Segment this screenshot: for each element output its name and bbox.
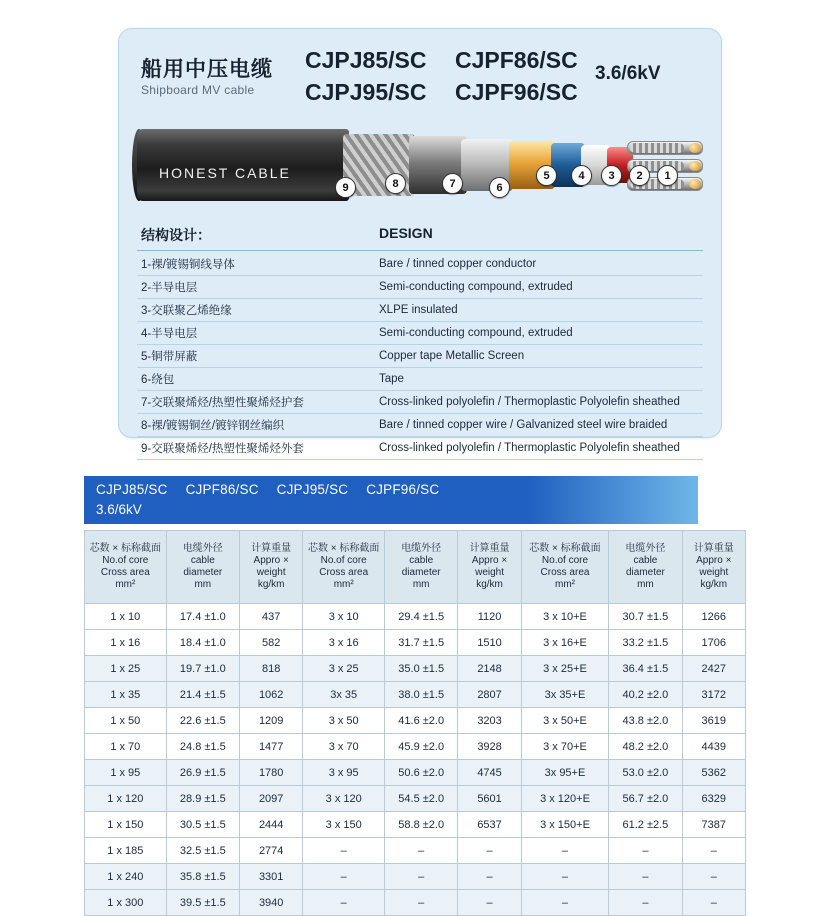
design-row-cn: 1-裸/镀锡铜线导体 — [141, 259, 235, 271]
banner-code-3: CJPJ95/SC — [276, 482, 349, 497]
cell: 40.2 ±2.0 — [609, 682, 682, 708]
cell: 26.9 ±1.5 — [166, 760, 239, 786]
cell: 6537 — [458, 812, 521, 838]
cell: 3 x 25 — [303, 656, 385, 682]
cell: 3x 95+E — [521, 760, 608, 786]
product-code-4: CJPF96/SC — [455, 79, 578, 105]
design-row-en: XLPE insulated — [379, 304, 458, 316]
cell: 1 x 95 — [85, 760, 167, 786]
cell: 41.6 ±2.0 — [385, 708, 458, 734]
cell: 818 — [240, 656, 303, 682]
table-row — [85, 604, 746, 630]
cell: 30.5 ±1.5 — [166, 812, 239, 838]
design-row — [137, 368, 703, 391]
cell: 3 x 16+E — [521, 630, 608, 656]
cell: 1 x 240 — [85, 864, 167, 890]
cell: – — [609, 890, 682, 916]
cell: 5362 — [682, 760, 745, 786]
cell: 2427 — [682, 656, 745, 682]
specification-table — [84, 530, 746, 916]
cell: 2148 — [458, 656, 521, 682]
cell: 17.4 ±1.0 — [166, 604, 239, 630]
conductor-core — [627, 141, 703, 155]
design-row-cn: 2-半导电层 — [141, 282, 198, 294]
cell: 3928 — [458, 734, 521, 760]
col-header-core-2: 芯数 × 标称截面 No.of core Cross area mm² — [303, 531, 385, 604]
cell: 53.0 ±2.0 — [609, 760, 682, 786]
cell: – — [609, 864, 682, 890]
cell: – — [303, 890, 385, 916]
cell: 7387 — [682, 812, 745, 838]
table-row — [85, 760, 746, 786]
voltage-rating: 3.6/6kV — [595, 63, 661, 84]
callout-badge-8: 8 — [385, 173, 406, 194]
design-row-en: Bare / tinned copper wire / Galvanized steel wire braided — [379, 419, 668, 431]
design-heading-en: DESIGN — [379, 225, 433, 241]
cell: 56.7 ±2.0 — [609, 786, 682, 812]
cell: 437 — [240, 604, 303, 630]
cell: 48.2 ±2.0 — [609, 734, 682, 760]
product-code-1: CJPJ85/SC — [305, 47, 427, 73]
design-row-cn: 9-交联聚烯烃/热塑性聚烯烃外套 — [141, 443, 304, 455]
spec-banner-voltage: 3.6/6kV — [96, 502, 142, 517]
design-heading-cn: 结构设计： — [141, 227, 211, 243]
design-row — [137, 391, 703, 414]
cell: 1477 — [240, 734, 303, 760]
cell: 3 x 150 — [303, 812, 385, 838]
cell: 3 x 25+E — [521, 656, 608, 682]
cell: 38.0 ±1.5 — [385, 682, 458, 708]
cell: 1 x 300 — [85, 890, 167, 916]
banner-code-4: CJPF96/SC — [366, 482, 440, 497]
table-row — [85, 630, 746, 656]
design-row-en: Cross-linked polyolefin / Thermoplastic Polyolefin sheathed — [379, 396, 680, 408]
design-row-cn: 4-半导电层 — [141, 328, 198, 340]
table-header-row — [85, 531, 746, 604]
cell: – — [521, 864, 608, 890]
callout-badge-6: 6 — [489, 177, 510, 198]
cell: 32.5 ±1.5 — [166, 838, 239, 864]
cell: – — [458, 890, 521, 916]
cell: 19.7 ±1.0 — [166, 656, 239, 682]
cell: 1209 — [240, 708, 303, 734]
design-row — [137, 299, 703, 322]
cell: 1266 — [682, 604, 745, 630]
cell: – — [458, 838, 521, 864]
design-row — [137, 414, 703, 437]
cell: 3 x 16 — [303, 630, 385, 656]
cell: 3 x 150+E — [521, 812, 608, 838]
cell: 36.4 ±1.5 — [609, 656, 682, 682]
cell: – — [303, 838, 385, 864]
design-row-en: Cross-linked polyolefin / Thermoplastic Polyolefin sheathed — [379, 442, 680, 454]
cell: – — [385, 864, 458, 890]
col-header-core-3: 芯数 × 标称截面 No.of core Cross area mm² — [521, 531, 608, 604]
cell: 33.2 ±1.5 — [609, 630, 682, 656]
cell: 3619 — [682, 708, 745, 734]
table-row — [85, 656, 746, 682]
cell: 39.5 ±1.5 — [166, 890, 239, 916]
conductor-tip — [689, 161, 701, 171]
cell: 61.2 ±2.5 — [609, 812, 682, 838]
col-header-weight-3: 计算重量 Appro × weight kg/km — [682, 531, 745, 604]
product-code-2: CJPJ95/SC — [305, 79, 427, 105]
cell: – — [521, 890, 608, 916]
cell: 35.8 ±1.5 — [166, 864, 239, 890]
design-row-cn: 3-交联聚乙烯绝缘 — [141, 305, 232, 317]
cell: – — [303, 864, 385, 890]
cell: – — [385, 890, 458, 916]
cable-outer-sheath — [137, 129, 349, 201]
table-row — [85, 890, 746, 916]
design-row-en: Bare / tinned copper conductor — [379, 258, 537, 270]
cell: – — [682, 864, 745, 890]
spec-banner-codes — [96, 482, 457, 497]
cell: 1 x 150 — [85, 812, 167, 838]
cell: 3x 35 — [303, 682, 385, 708]
cell: 1510 — [458, 630, 521, 656]
cell: 50.6 ±2.0 — [385, 760, 458, 786]
design-row-en: Copper tape Metallic Screen — [379, 350, 525, 362]
cell: – — [521, 838, 608, 864]
cell: 2807 — [458, 682, 521, 708]
design-row — [137, 345, 703, 368]
spec-banner — [84, 476, 698, 524]
cell: 28.9 ±1.5 — [166, 786, 239, 812]
cell: 3203 — [458, 708, 521, 734]
callout-badge-2: 2 — [629, 165, 650, 186]
cell: 3 x 50+E — [521, 708, 608, 734]
cell: 58.8 ±2.0 — [385, 812, 458, 838]
cell: 3 x 120 — [303, 786, 385, 812]
cell: 4439 — [682, 734, 745, 760]
design-row-en: Semi-conducting compound, extruded — [379, 327, 573, 339]
banner-code-2: CJPF86/SC — [185, 482, 259, 497]
callout-badge-1: 1 — [657, 165, 678, 186]
cell: 3 x 50 — [303, 708, 385, 734]
design-table — [137, 225, 703, 460]
cell: 1 x 70 — [85, 734, 167, 760]
table-row — [85, 708, 746, 734]
cell: 3 x 70+E — [521, 734, 608, 760]
conductor-tip — [689, 179, 701, 189]
cell: 1706 — [682, 630, 745, 656]
table-row — [85, 864, 746, 890]
cell: 2097 — [240, 786, 303, 812]
conductor-strands — [630, 143, 684, 153]
product-title-block — [137, 41, 707, 111]
cell: 1 x 50 — [85, 708, 167, 734]
cell: 3 x 120+E — [521, 786, 608, 812]
product-overview-card — [118, 28, 722, 455]
design-row-cn: 7-交联聚烯烃/热塑性聚烯烃护套 — [141, 397, 304, 409]
cell: 1120 — [458, 604, 521, 630]
cell: – — [682, 838, 745, 864]
cell: – — [458, 864, 521, 890]
cell: 18.4 ±1.0 — [166, 630, 239, 656]
design-row — [137, 276, 703, 299]
cell: 24.8 ±1.5 — [166, 734, 239, 760]
col-header-diameter-1: 电缆外径 cable diameter mm — [166, 531, 239, 604]
design-table-header — [137, 225, 703, 251]
cell: 4745 — [458, 760, 521, 786]
cell: 31.7 ±1.5 — [385, 630, 458, 656]
cable-cutaway-illustration — [137, 121, 703, 209]
cell: 1 x 120 — [85, 786, 167, 812]
cell: – — [682, 890, 745, 916]
cell: 1062 — [240, 682, 303, 708]
cell: 43.8 ±2.0 — [609, 708, 682, 734]
design-row-cn: 8-裸/镀锡铜丝/镀锌钢丝编织 — [141, 420, 285, 432]
table-row — [85, 682, 746, 708]
table-row — [85, 812, 746, 838]
cell: 1 x 16 — [85, 630, 167, 656]
cell: 22.6 ±1.5 — [166, 708, 239, 734]
col-header-diameter-2: 电缆外径 cable diameter mm — [385, 531, 458, 604]
design-row — [137, 322, 703, 345]
design-row — [137, 253, 703, 276]
cell: 6329 — [682, 786, 745, 812]
conductor-tip — [689, 143, 701, 153]
table-row — [85, 734, 746, 760]
cell: 1 x 35 — [85, 682, 167, 708]
cell: 54.5 ±2.0 — [385, 786, 458, 812]
cell: 1 x 25 — [85, 656, 167, 682]
cell: 1780 — [240, 760, 303, 786]
cell: 3301 — [240, 864, 303, 890]
cell: 2444 — [240, 812, 303, 838]
cell: 582 — [240, 630, 303, 656]
cell: 3 x 10+E — [521, 604, 608, 630]
cell: 29.4 ±1.5 — [385, 604, 458, 630]
cell: 35.0 ±1.5 — [385, 656, 458, 682]
table-row — [85, 838, 746, 864]
callout-badge-5: 5 — [536, 165, 557, 186]
page-subtitle: Shipboard MV cable — [141, 83, 255, 97]
callout-badge-7: 7 — [442, 173, 463, 194]
product-code-3: CJPF86/SC — [455, 47, 578, 73]
cell: – — [385, 838, 458, 864]
callout-badge-4: 4 — [571, 165, 592, 186]
col-header-weight-1: 计算重量 Appro × weight kg/km — [240, 531, 303, 604]
callout-badge-9: 9 — [335, 177, 356, 198]
col-header-weight-2: 计算重量 Appro × weight kg/km — [458, 531, 521, 604]
design-row-cn: 5-铜带屏蔽 — [141, 351, 198, 363]
design-row-en: Tape — [379, 373, 404, 385]
banner-code-1: CJPJ85/SC — [96, 482, 168, 497]
cell: 5601 — [458, 786, 521, 812]
cell: 45.9 ±2.0 — [385, 734, 458, 760]
cell: 1 x 185 — [85, 838, 167, 864]
table-row — [85, 786, 746, 812]
cell: 1 x 10 — [85, 604, 167, 630]
cell: – — [609, 838, 682, 864]
cell: 30.7 ±1.5 — [609, 604, 682, 630]
cell: 3940 — [240, 890, 303, 916]
design-row-cn: 6-绕包 — [141, 374, 175, 386]
cell: 3 x 10 — [303, 604, 385, 630]
cell: 3 x 70 — [303, 734, 385, 760]
cell: 3 x 95 — [303, 760, 385, 786]
design-row — [137, 437, 703, 460]
cell: 3172 — [682, 682, 745, 708]
design-row-en: Semi-conducting compound, extruded — [379, 281, 573, 293]
col-header-core-1: 芯数 × 标称截面 No.of core Cross area mm² — [85, 531, 167, 604]
cell: 2774 — [240, 838, 303, 864]
cable-brand-print: HONEST CABLE — [159, 165, 291, 181]
page-title: 船用中压电缆 — [141, 58, 273, 81]
cell: 3x 35+E — [521, 682, 608, 708]
callout-badge-3: 3 — [601, 165, 622, 186]
cell: 21.4 ±1.5 — [166, 682, 239, 708]
col-header-diameter-3: 电缆外径 cable diameter mm — [609, 531, 682, 604]
